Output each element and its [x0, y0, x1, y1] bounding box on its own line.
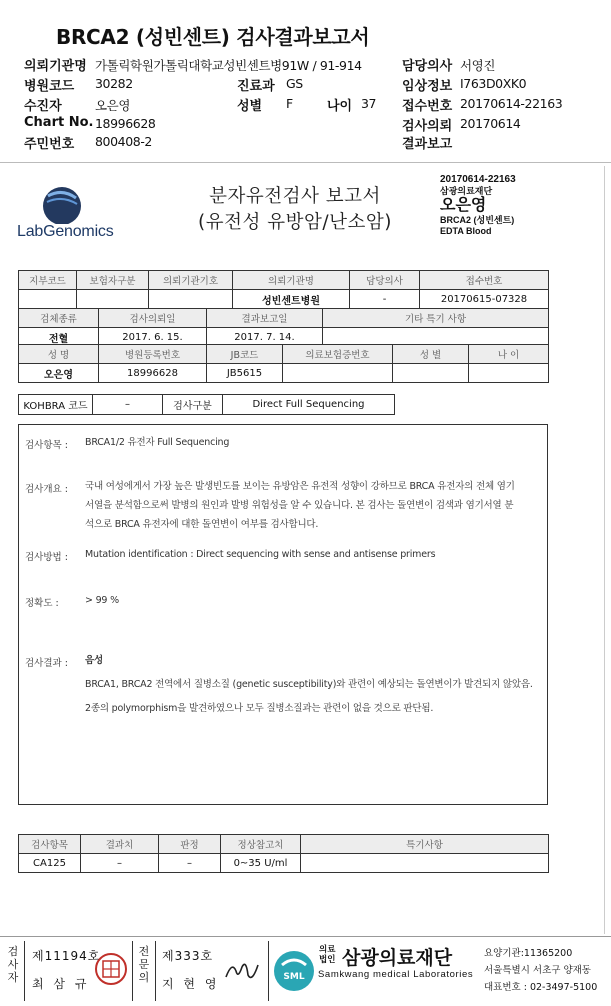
result-box [18, 424, 548, 805]
info-value-insurance [283, 364, 393, 383]
footer [0, 936, 611, 1006]
patient-label: 수진자 [24, 99, 62, 114]
labgenomics-logo-icon [18, 184, 88, 224]
resident-no-value: 800408-2 [95, 134, 152, 149]
tumor-value-reference: 0~35 U/ml [221, 854, 301, 873]
brand-tag-line2: 법인 [319, 955, 336, 965]
hospital-code-value: 30282 [95, 76, 133, 91]
logo-text: LabGenomics [17, 223, 114, 240]
examiner-name: 최 삼 규 [32, 977, 90, 991]
kohbra-label: KOHBRA 코드 [19, 395, 93, 415]
specialist-license: 제333호 [162, 949, 214, 963]
accuracy-label: 정확도 : [25, 598, 59, 609]
info-value [77, 290, 149, 309]
info-header: 검사의뢰일 [99, 309, 207, 328]
receipt-no-label: 접수번호 [402, 99, 453, 114]
kohbra-row [18, 394, 395, 415]
report-title-line2: (유전성 유방암/난소암) [198, 212, 392, 233]
info-value [149, 290, 233, 309]
department-label: 진료과 [237, 79, 275, 94]
examiner-label [6, 945, 20, 984]
info-value-report-date: 2017. 7. 14. [207, 328, 323, 347]
department-value: GS [286, 76, 303, 91]
vertical-label-char: 검 [7, 945, 19, 958]
info-header: 병원등록번호 [99, 345, 207, 364]
resident-no-label: 주민번호 [24, 137, 75, 152]
info-header: 기타 특기 사항 [323, 309, 549, 328]
info-value-request-date: 2017. 6. 15. [99, 328, 207, 347]
info-value-sex [393, 364, 469, 383]
info-header: 검체종류 [19, 309, 99, 328]
test-request-label: 검사의뢰 [402, 119, 453, 134]
info-header: 지부코드 [19, 271, 77, 290]
info-header: 담당의사 [350, 271, 420, 290]
patient-value: 오은영 [95, 98, 131, 113]
tumor-header: 판정 [159, 835, 221, 854]
specimen-sticker [440, 174, 516, 237]
report-title [180, 184, 410, 236]
info-header: 의뢰기관명 [233, 271, 350, 290]
vertical-label-char: 사 [7, 958, 19, 971]
contact-line3: 대표번호 : 02-3497-5100 [484, 982, 598, 993]
requesting-institution-value: 가톨릭학원가톨릭대학교성빈센트병91W / 91-914 [95, 58, 362, 73]
tumor-header: 결과치 [81, 835, 159, 854]
info-header: 접수번호 [420, 271, 549, 290]
contact-line1: 요양기관:11365200 [484, 948, 573, 959]
requesting-institution-label: 의뢰기관명 [24, 59, 87, 74]
chart-no-value: 18996628 [95, 116, 156, 131]
sticker-test-name: BRCA2 (성빈센트) [440, 215, 515, 225]
tumor-value-notes [301, 854, 549, 873]
tumor-value-result: – [81, 854, 159, 873]
accuracy-value: > 99 % [85, 595, 119, 606]
info-table-row3 [18, 344, 549, 383]
sex-label: 성별 [237, 99, 263, 114]
result-report-label: 결과보고 [402, 137, 453, 152]
sticker-org: 삼광의료재단 [440, 186, 493, 196]
overview-line: 국내 여성에게서 가장 높은 발생빈도를 보이는 유방암은 유전적 성향이 강하므로 BRCA 유전자의 전체 염기 [85, 481, 515, 492]
report-header [0, 0, 611, 163]
brand-tag [319, 945, 335, 965]
svg-text:SML: SML [283, 972, 305, 982]
result-line2: 2종의 polymorphism을 발견하였으나 모두 질병소질과는 관련이 없을 것으로 판단됨. [85, 703, 434, 714]
page-title: BRCA2 (성빈센트) 검사결과보고서 [56, 25, 370, 49]
brand-tag-line1: 의료 [319, 945, 336, 955]
overview-line: 서열을 분석함으로써 발병의 원인과 발병 위험성을 알 수 있습니다. 본 검사는 돌연변이 검색과 염기서열 분 [85, 500, 514, 511]
hospital-code-label: 병원코드 [24, 79, 75, 94]
tumor-value-item: CA125 [19, 854, 81, 873]
overview-label: 검사개요 : [25, 484, 68, 495]
info-header: 결과보고일 [207, 309, 323, 328]
result-line1: BRCA1, BRCA2 전역에서 질병소질 (genetic susceptibility)와 관련이 예상되는 돌연변이가 발견되지 않았음. [85, 679, 533, 690]
info-value-institution: 성빈센트병원 [233, 290, 350, 309]
info-value-physician: - [350, 290, 420, 309]
tumor-value-judgment: – [159, 854, 221, 873]
chart-no-label: Chart No. [24, 115, 94, 130]
test-type-value: Direct Full Sequencing [223, 395, 395, 415]
clinical-info-label: 임상정보 [402, 79, 453, 94]
test-request-value: 20170614 [460, 116, 521, 131]
signature-icon [222, 957, 264, 985]
attending-physician-value: 서영진 [460, 58, 496, 73]
overview-line: 석으로 BRCA 유전자에 대한 돌연변이 여부를 검사합니다. [85, 519, 319, 530]
info-header: 성 명 [19, 345, 99, 364]
sticker-specimen: EDTA Blood [440, 226, 492, 236]
test-item-value: BRCA1/2 유전자 Full Sequencing [85, 437, 230, 448]
receipt-no-value: 20170614-22163 [460, 96, 563, 111]
info-value-specimen: 전혈 [19, 328, 99, 347]
info-table-row1 [18, 270, 549, 309]
info-value-age [469, 364, 549, 383]
info-header: JB코드 [207, 345, 283, 364]
vertical-label-char: 자 [7, 971, 19, 984]
info-value [19, 290, 77, 309]
tumor-header: 특기사항 [301, 835, 549, 854]
method-value: Mutation identification : Direct sequencing with sense and antisense primers [85, 549, 436, 560]
sml-logo-icon [272, 949, 316, 993]
info-value-receipt: 20170615-07328 [420, 290, 549, 309]
test-type-label: 검사구분 [163, 395, 223, 415]
sticker-patient-name: 오은영 [440, 197, 487, 214]
result-value: 음성 [85, 655, 103, 666]
info-value-hospital-reg: 18996628 [99, 364, 207, 383]
report-document [0, 166, 605, 934]
clinical-info-value: I763D0XK0 [460, 76, 527, 91]
kohbra-value: – [93, 395, 163, 415]
brand-english: Samkwang medical Laboratories [318, 969, 474, 980]
info-value-patient: 오은영 [19, 364, 99, 383]
info-header: 보험자구분 [77, 271, 149, 290]
info-header: 의뢰기관기호 [149, 271, 233, 290]
specialist-label [137, 945, 151, 984]
info-table-row2 [18, 308, 549, 347]
method-label: 검사방법 : [25, 552, 68, 563]
examiner-license: 제11194호 [32, 949, 101, 963]
attending-physician-label: 담당의사 [402, 59, 453, 74]
overview-text [85, 477, 545, 534]
age-value: 37 [361, 96, 377, 111]
sex-value: F [286, 96, 293, 111]
vertical-label-char: 의 [138, 971, 150, 984]
report-title-line1: 분자유전검사 보고서 [209, 186, 381, 207]
vertical-label-char: 전 [138, 945, 150, 958]
result-label: 검사결과 : [25, 658, 68, 669]
info-header: 의료보험증번호 [283, 345, 393, 364]
info-header: 나 이 [469, 345, 549, 364]
info-value-jb-code: JB5615 [207, 364, 283, 383]
tumor-marker-table [18, 834, 549, 873]
vertical-label-char: 문 [138, 958, 150, 971]
tumor-header: 검사항목 [19, 835, 81, 854]
examiner-seal-icon [94, 952, 128, 986]
sticker-receipt-no: 20170614-22163 [440, 174, 516, 185]
test-item-label: 검사항목 : [25, 440, 68, 451]
tumor-header: 정상참고치 [221, 835, 301, 854]
brand-name: 삼광의료재단 [342, 947, 453, 969]
specialist-name: 지 현 영 [162, 977, 220, 991]
info-header: 성 별 [393, 345, 469, 364]
age-label: 나이 [327, 99, 353, 114]
contact-line2: 서울특별시 서초구 양재동 [484, 965, 591, 976]
